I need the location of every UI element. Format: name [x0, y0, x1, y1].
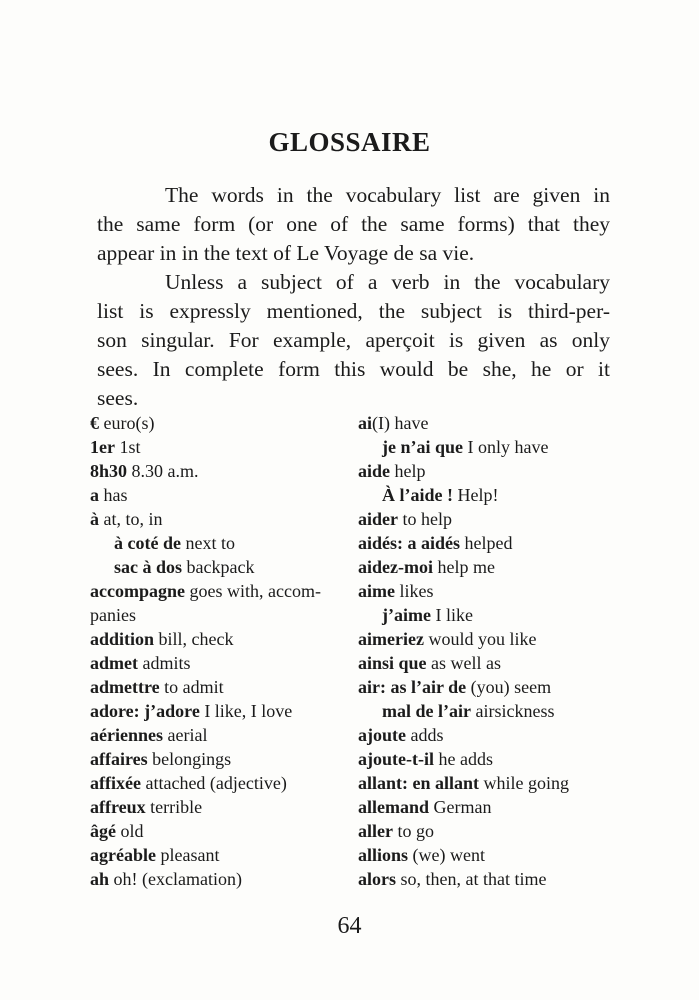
- glossary-term: allions: [358, 845, 409, 865]
- glossary-entry: [358, 699, 658, 723]
- glossary-term: adore: j’adore: [90, 701, 200, 721]
- glossary-term: aidés: a aidés: [358, 533, 461, 553]
- glossary-definition: (we) went: [408, 845, 485, 865]
- glossary-definition: help: [390, 461, 426, 481]
- glossary-definition: has: [99, 485, 128, 505]
- glossary-definition: oh! (exclamation): [109, 869, 242, 889]
- glossary-term: ai: [358, 413, 373, 433]
- glossary-definition: as well as: [426, 653, 502, 673]
- glossary-entry: [358, 579, 658, 603]
- glossary-term: allant: en allant: [358, 773, 480, 793]
- glossary-entry: [358, 723, 658, 747]
- glossary-term: air: as l’air de: [358, 677, 467, 697]
- glossary-entry: [90, 627, 358, 651]
- glossary-term: à coté de: [114, 533, 181, 553]
- glossary-entry: [90, 675, 358, 699]
- glossary-term: affaires: [90, 749, 148, 769]
- intro: [97, 181, 610, 413]
- glossary-entry: [90, 507, 358, 531]
- glossary-entry: [90, 603, 358, 627]
- glossary-entry: [90, 555, 358, 579]
- glossary-entry: [90, 531, 358, 555]
- glossary-definition: pleasant: [155, 845, 220, 865]
- intro-paragraph: [97, 268, 610, 413]
- glossary-entry: [90, 723, 358, 747]
- glossary-entry: [358, 483, 658, 507]
- glossary-entry: [90, 459, 358, 483]
- glossary-term: addition: [90, 629, 155, 649]
- page-number: 64: [337, 913, 362, 939]
- glossary-definition: airsickness: [470, 701, 555, 721]
- glossary-term: ajoute-t-il: [358, 749, 434, 769]
- glossary-term: affreux: [90, 797, 146, 817]
- glossary-definition: so, then, at that time: [396, 869, 547, 889]
- glossary-entry: [358, 867, 658, 891]
- glossary-entry: [90, 747, 358, 771]
- glossary-definition: panies: [90, 605, 136, 625]
- glossary-term: aime: [358, 581, 395, 601]
- glossary-term: allemand: [358, 797, 430, 817]
- glossary-definition: 8.30 a.m.: [127, 461, 199, 481]
- glossary-entry: [358, 411, 658, 435]
- glossary-definition: goes with, accom-: [184, 581, 321, 601]
- intro-line: sees. In complete form this would be she, he or it: [97, 357, 610, 381]
- glossary-entry: [358, 507, 658, 531]
- glossary-entry: [90, 483, 358, 507]
- intro-paragraph: [97, 181, 610, 268]
- glossary-definition: admits: [138, 653, 191, 673]
- glossary-term: âgé: [90, 821, 116, 841]
- glossary-entry: [358, 819, 658, 843]
- glossary-entry: [358, 531, 658, 555]
- glossary-entry: [358, 771, 658, 795]
- glossary-term: 8h30: [90, 461, 128, 481]
- glossary-definition: bill, check: [154, 629, 234, 649]
- glossary-definition: next to: [180, 533, 235, 553]
- glossary-definition: belongings: [147, 749, 232, 769]
- glossary-definition: likes: [394, 581, 434, 601]
- intro-line: The words in the vocabulary list are given in: [165, 183, 610, 207]
- glossary-term: 1er: [90, 437, 115, 457]
- glossary-term: mal de l’air: [382, 701, 471, 721]
- glossary-definition: he adds: [433, 749, 493, 769]
- glossary-term: a: [90, 485, 99, 505]
- glossary-definition: at, to, in: [99, 509, 163, 529]
- glossary-term: à: [90, 509, 99, 529]
- glossary-entry: [90, 843, 358, 867]
- glossary-term: aidez-moi: [358, 557, 433, 577]
- glossary-term: alors: [358, 869, 396, 889]
- glossary-definition: I only have: [463, 437, 549, 457]
- glossary-term: je n’ai que: [382, 437, 463, 457]
- glossary-entry: [90, 651, 358, 675]
- intro-line: appear in in the text of Le Voyage de sa vie.: [97, 241, 475, 265]
- glossary-column-right: [358, 411, 658, 891]
- glossary-definition: (I) have: [372, 413, 429, 433]
- intro-line: the same form (or one of the same forms) that they: [97, 212, 610, 236]
- glossary-definition: 1st: [114, 437, 141, 457]
- glossary-definition: adds: [406, 725, 444, 745]
- glossary-definition: would you like: [423, 629, 537, 649]
- intro-line: sees.: [97, 386, 139, 410]
- intro-line: Unless a subject of a verb in the vocabulary: [165, 270, 610, 294]
- glossary-definition: I like, I love: [199, 701, 293, 721]
- glossary-term: aide: [358, 461, 391, 481]
- glossary-definition: aerial: [162, 725, 208, 745]
- glossary-term: aimeriez: [358, 629, 424, 649]
- glossary-column-left: [90, 411, 358, 891]
- glossary-term: ajoute: [358, 725, 406, 745]
- glossary-entry: [358, 555, 658, 579]
- glossary-term: aériennes: [90, 725, 163, 745]
- glossary-term: admettre: [90, 677, 160, 697]
- glossary-entry: [90, 819, 358, 843]
- glossary-entry: [358, 843, 658, 867]
- glossary-definition: to help: [398, 509, 452, 529]
- glossary-definition: while going: [479, 773, 570, 793]
- glossary-definition: I like: [430, 605, 473, 625]
- glossary-entry: [90, 699, 358, 723]
- glossary-term: sac à dos: [114, 557, 183, 577]
- glossary-definition: euro(s): [99, 413, 155, 433]
- glossary-entry: [358, 627, 658, 651]
- glossary-definition: attached (adjective): [140, 773, 287, 793]
- glossary-entry: [358, 747, 658, 771]
- glossary-entry: [358, 435, 658, 459]
- glossary-definition: terrible: [145, 797, 203, 817]
- glossary-term: À l’aide !: [382, 485, 453, 505]
- glossary-entry: [358, 795, 658, 819]
- glossary-entry: [90, 411, 358, 435]
- glossary-entry: [90, 795, 358, 819]
- glossary-definition: German: [429, 797, 492, 817]
- glossary-term: ainsi que: [358, 653, 427, 673]
- glossary-term: accompagne: [90, 581, 185, 601]
- glossary-definition: old: [116, 821, 144, 841]
- glossary-definition: help me: [432, 557, 495, 577]
- glossary-definition: (you) seem: [466, 677, 552, 697]
- glossary-entry: [90, 771, 358, 795]
- glossary-term: ah: [90, 869, 110, 889]
- page-title: GLOSSAIRE: [268, 127, 431, 157]
- glossary-definition: to admit: [159, 677, 224, 697]
- glossary-entry: [358, 603, 658, 627]
- intro-line: list is expressly mentioned, the subject is third-per-: [97, 299, 610, 323]
- glossary-term: aller: [358, 821, 393, 841]
- glossary-term: admet: [90, 653, 138, 673]
- glossary-entry: [90, 435, 358, 459]
- glossary-term: aider: [358, 509, 398, 529]
- glossary-definition: backpack: [182, 557, 255, 577]
- glossary-term: j’aime: [382, 605, 431, 625]
- glossary-entry: [358, 675, 658, 699]
- intro-line: son singular. For example, aperçoit is given as only: [97, 328, 610, 352]
- glossary-term: agréable: [90, 845, 156, 865]
- glossary-definition: helped: [460, 533, 513, 553]
- glossary-entry: [90, 579, 358, 603]
- glossary-term: affixée: [90, 773, 141, 793]
- glossary-entry: [358, 459, 658, 483]
- glossary-definition: Help!: [453, 485, 499, 505]
- glossary-entry: [358, 651, 658, 675]
- glossary-entry: [90, 867, 358, 891]
- glossary-term: €: [90, 413, 99, 433]
- glossary-definition: to go: [392, 821, 434, 841]
